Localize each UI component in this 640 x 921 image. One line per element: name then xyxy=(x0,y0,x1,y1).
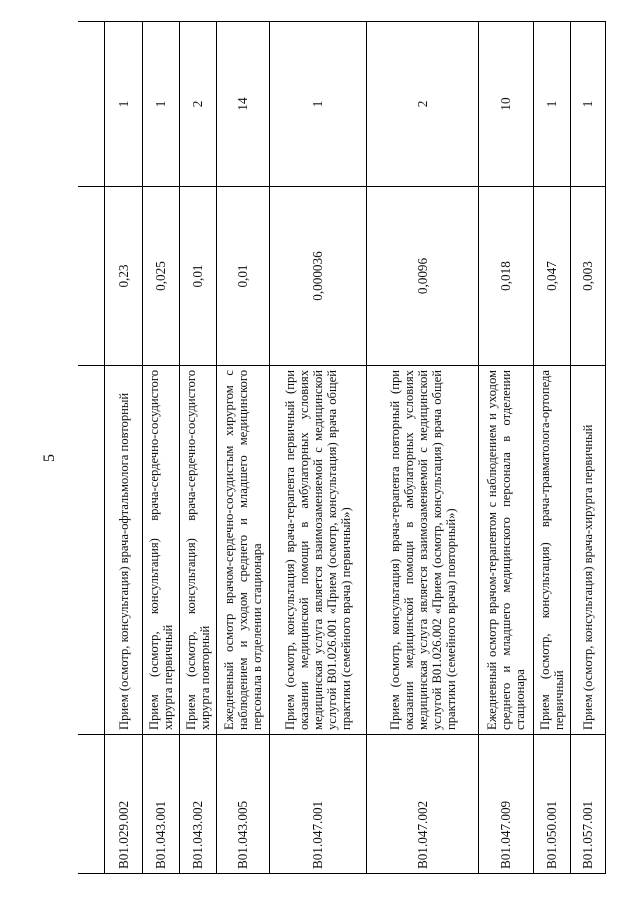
service-frequency: 0,01 xyxy=(217,187,270,366)
table-row xyxy=(143,22,180,874)
service-code: В01.043.005 xyxy=(217,735,270,874)
service-code: В01.047.009 xyxy=(479,735,534,874)
service-name: Ежедневный осмотр врачом-терапевтом с наблюдением и уходом среднего и младшего медицинского персонала в отделении стационара xyxy=(479,366,534,735)
service-multiplicity: 1 xyxy=(571,22,606,187)
service-frequency: 0,025 xyxy=(143,187,180,366)
table-row xyxy=(217,22,270,874)
service-multiplicity: 2 xyxy=(180,22,217,187)
service-name: Прием (осмотр, консультация) врача-терапевта первичный (при оказании медицинской помощи в амбулаторных условиях медицинская услуга является взаимозаменяемой с медицинской услугой В01.026.001 «Прием (осмотр, консультация) врача общей практики (семейного врача) первичный») xyxy=(270,366,367,735)
service-name: Прием (осмотр, консультация) врача-терапевта повторный (при оказании медицинской помощи в амбулаторных условиях медицинская услуга является взаимозаменяемой с медицинской услугой В01.026.002 «Прием (осмотр, консультация) врача общей практики (семейного врача) повторный») xyxy=(367,366,479,735)
service-frequency: 0,23 xyxy=(105,187,143,366)
service-multiplicity: 1 xyxy=(270,22,367,187)
service-frequency: 0,000036 xyxy=(270,187,367,366)
rotated-page xyxy=(78,40,604,874)
service-code: В01.029.002 xyxy=(105,735,143,874)
page-number: 5 xyxy=(41,454,58,462)
service-frequency: 0,018 xyxy=(479,187,534,366)
table-row xyxy=(534,22,571,874)
service-multiplicity: 10 xyxy=(479,22,534,187)
service-multiplicity: 1 xyxy=(105,22,143,187)
service-frequency: 0,003 xyxy=(571,187,606,366)
service-name: Прием (осмотр, консультация) врача-травматолога-ортопеда первичный xyxy=(534,366,571,735)
table-row xyxy=(180,22,217,874)
table-row-continuation xyxy=(78,22,105,874)
service-code: В01.043.002 xyxy=(180,735,217,874)
service-name: Прием (осмотр, консультация) врача-офтальмолога повторный xyxy=(105,366,143,735)
service-multiplicity: 2 xyxy=(367,22,479,187)
service-multiplicity: 1 xyxy=(534,22,571,187)
table-row xyxy=(105,22,143,874)
service-name: Прием (осмотр, консультация) врача-сердечно-сосудистого хирурга повторный xyxy=(180,366,217,735)
table-row xyxy=(479,22,534,874)
service-code: В01.047.002 xyxy=(367,735,479,874)
service-multiplicity: 14 xyxy=(217,22,270,187)
services-table xyxy=(78,21,606,874)
table-row xyxy=(367,22,479,874)
service-code: В01.050.001 xyxy=(534,735,571,874)
service-frequency: 0,01 xyxy=(180,187,217,366)
service-code: В01.043.001 xyxy=(143,735,180,874)
service-frequency: 0,047 xyxy=(534,187,571,366)
service-frequency: 0,0096 xyxy=(367,187,479,366)
service-name: Ежедневный осмотр врачом-сердечно-сосудистым хирургом с наблюдением и уходом среднего и младшего медицинского персонала в отделении стационара xyxy=(217,366,270,735)
table-row xyxy=(270,22,367,874)
table-row xyxy=(571,22,606,874)
service-multiplicity: 1 xyxy=(143,22,180,187)
service-name: Прием (осмотр, консультация) врача-хирурга первичный xyxy=(571,366,606,735)
service-name: Прием (осмотр, консультация) врача-сердечно-сосудистого хирурга первичный xyxy=(143,366,180,735)
service-code: В01.047.001 xyxy=(270,735,367,874)
service-code: В01.057.001 xyxy=(571,735,606,874)
